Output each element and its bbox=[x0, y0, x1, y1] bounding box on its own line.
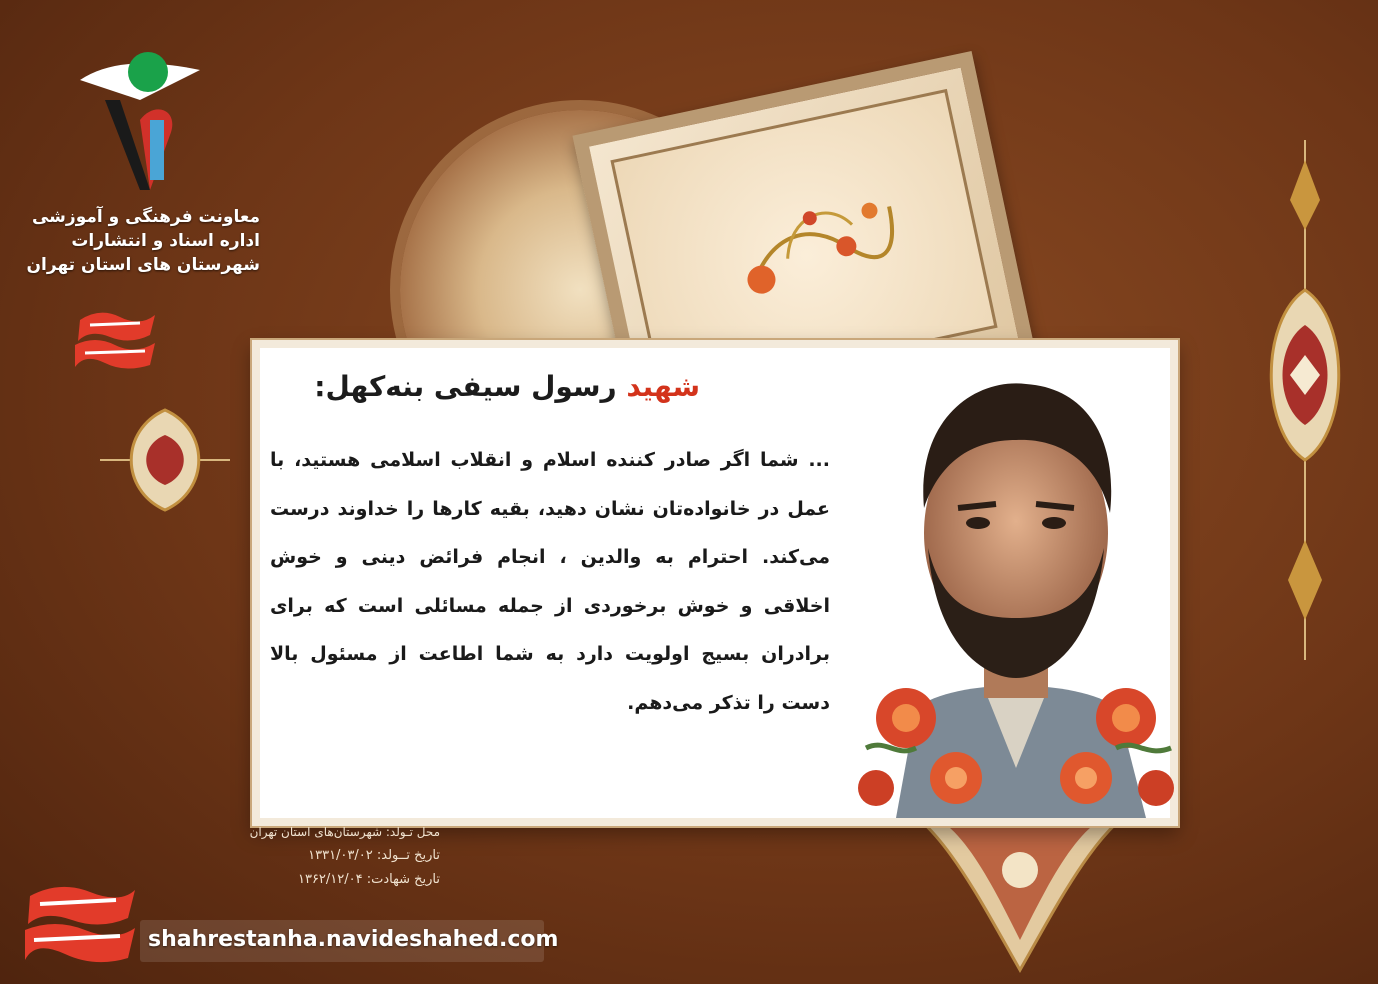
quote-card bbox=[252, 340, 1178, 826]
navid-shahed-large-logo-icon bbox=[20, 878, 140, 968]
right-ornament-icon bbox=[1250, 140, 1360, 660]
left-ornament-icon bbox=[100, 400, 230, 520]
quote-text: ... شما اگر صادر کننده اسلام و انقلاب اسلامی هستید، با عمل در خانواده‌تان نشان دهید، بقیه کارها را خداوند درست می‌کند. احترام به والدین ، انجام فرائض دینی و خوش اخلاقی و خوش برخوردی از جمله مسائلی است که برای برادران بسیج اولویت دارد به شما اطاعت از مسئول بالا دست را تذکر می‌دهم. bbox=[270, 449, 830, 714]
title-name: رسول سیفی بنه‌کهل: bbox=[314, 370, 617, 403]
navid-shahed-logo-icon bbox=[70, 305, 160, 375]
martyr-title bbox=[314, 370, 700, 403]
org-line-1: معاونت فرهنگی و آموزشی bbox=[31, 207, 260, 227]
flower-flourish-icon bbox=[714, 165, 915, 320]
title-prefix: شهید bbox=[626, 370, 700, 403]
org-line-3: شهرستان های استان تهران bbox=[26, 255, 260, 275]
org-line-2: اداره اسناد و انتشارات bbox=[71, 231, 260, 251]
website-url-bar[interactable] bbox=[140, 920, 559, 962]
website-url[interactable]: shahrestanha.navideshahed.com bbox=[148, 927, 559, 952]
dove-globe-logo-icon bbox=[70, 40, 210, 200]
birth-place: محل تـولد: شهرستان‌های استان تهران bbox=[249, 825, 440, 839]
birth-date: تاریخ تــولد: ۱۳۳۱/۰۳/۰۲ bbox=[308, 848, 440, 863]
martyrdom-date: تاریخ شهادت: ۱۳۶۲/۱۲/۰۴ bbox=[297, 872, 440, 887]
martyr-portrait-icon bbox=[856, 348, 1178, 818]
organization-text bbox=[20, 205, 260, 277]
martyr-info bbox=[230, 820, 440, 892]
